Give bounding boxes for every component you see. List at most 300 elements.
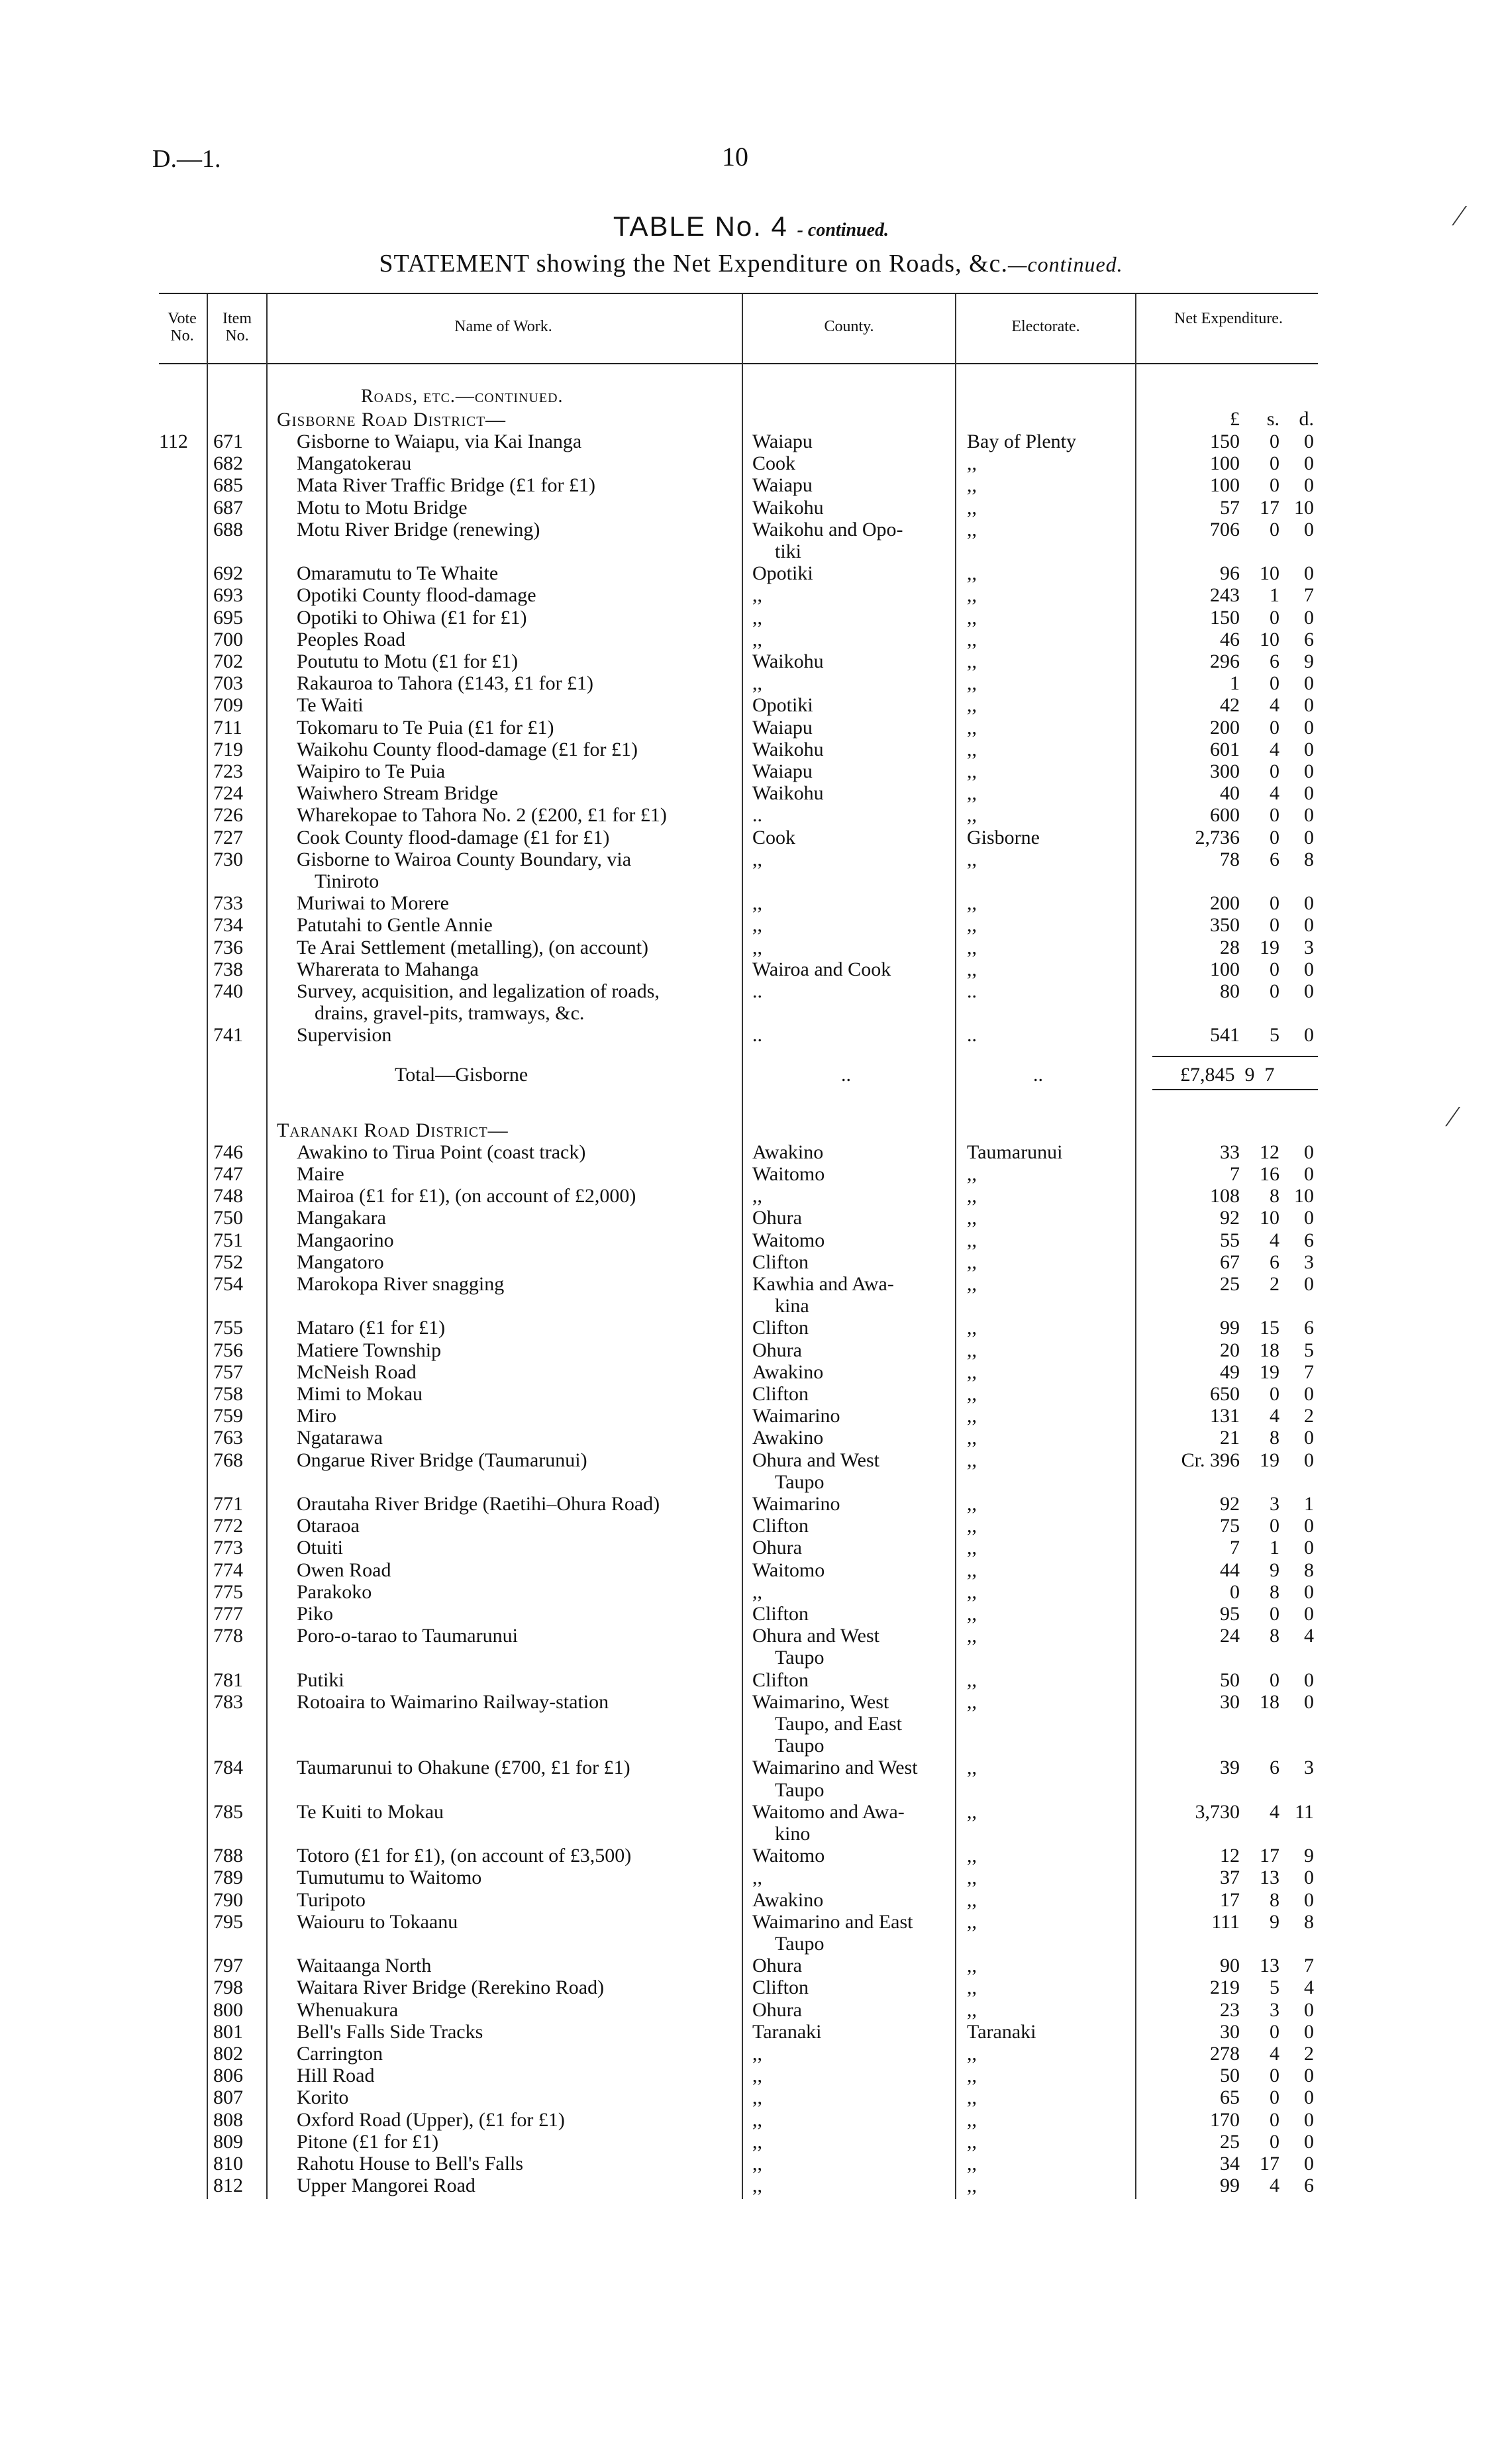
pounds: 57: [1220, 496, 1240, 519]
shillings: 0: [1270, 474, 1279, 497]
table-row: [0, 452, 1502, 474]
total-county: ..: [841, 1063, 851, 1086]
table-row: [0, 2109, 1502, 2131]
table-row: [0, 827, 1502, 848]
pounds: 34: [1220, 2153, 1240, 2175]
table-row: [0, 2153, 1502, 2175]
pounds: 21: [1220, 1427, 1240, 1449]
county: Clifton: [752, 1251, 809, 1273]
county: Opotiki: [752, 694, 813, 717]
table-row: [0, 1163, 1502, 1185]
electorate: ,,: [967, 1603, 977, 1625]
pounds: 33: [1220, 1141, 1240, 1163]
table-row: [0, 1515, 1502, 1537]
pounds: 17: [1220, 1888, 1240, 1911]
work-name: Waiwhero Stream Bridge: [297, 782, 499, 805]
item-number: 783: [213, 1690, 243, 1713]
pounds: 131: [1210, 1405, 1240, 1427]
item-number: 802: [213, 2043, 243, 2065]
item-number: 687: [213, 496, 243, 519]
work-name: Waiouru to Tokaanu: [297, 1910, 458, 1933]
shillings: 0: [1270, 1668, 1279, 1691]
work-name: Waitara River Bridge (Rerekino Road): [297, 1976, 605, 1999]
section-gisborne-label: Gisborne Road District—: [277, 409, 507, 431]
shillings: 2: [1270, 1273, 1279, 1295]
pence: 6: [1304, 628, 1314, 650]
table-row: [0, 1427, 1502, 1449]
item-number: 733: [213, 892, 243, 915]
table-row: [0, 2043, 1502, 2065]
county: Waimarino: [752, 1493, 840, 1515]
county: Ohura: [752, 1339, 802, 1361]
col-head-county: County.: [824, 318, 874, 335]
table-row: [0, 1625, 1502, 1647]
pounds: 100: [1210, 452, 1240, 475]
county: Awakino: [752, 1888, 824, 1911]
item-number: 719: [213, 738, 243, 760]
electorate: ,,: [967, 628, 977, 650]
shillings: 3: [1270, 1493, 1279, 1515]
table-row: [0, 629, 1502, 650]
shillings: 8: [1270, 1888, 1279, 1911]
table-row: [0, 562, 1502, 584]
electorate: ..: [967, 980, 977, 1002]
shillings: 5: [1270, 1976, 1279, 1999]
county: ,,: [752, 848, 762, 870]
pence: 0: [1304, 738, 1314, 760]
county: Waikohu: [752, 650, 824, 672]
work-name: Waitaanga North: [297, 1955, 432, 1977]
pence: 0: [1304, 474, 1314, 497]
table-subtitle-main: STATEMENT showing the Net Expenditure on Roads, &c.: [379, 250, 1008, 278]
pence: 8: [1304, 1559, 1314, 1581]
pounds: 278: [1210, 2043, 1240, 2065]
electorate: ,,: [967, 1493, 977, 1515]
shillings: 17: [1260, 1845, 1279, 1867]
county-continued: tiki: [775, 540, 802, 562]
electorate: ,,: [967, 716, 977, 739]
county: ,,: [752, 936, 762, 958]
pence: 0: [1304, 562, 1314, 585]
item-number: 798: [213, 1976, 243, 1999]
table-row: [0, 2175, 1502, 2196]
work-name: Tumutumu to Waitomo: [297, 1867, 482, 1889]
county-continuation: [0, 540, 1502, 562]
county: Ohura and West: [752, 1625, 879, 1647]
document-reference: D.—1.: [152, 145, 221, 173]
county: Clifton: [752, 1383, 809, 1405]
pence: 11: [1295, 1800, 1314, 1823]
table-row: [0, 2065, 1502, 2086]
item-number: 692: [213, 562, 243, 585]
shillings: 0: [1270, 2020, 1279, 2043]
pence: 7: [1304, 1955, 1314, 1977]
county: ,,: [752, 628, 762, 650]
electorate: ,,: [967, 606, 977, 629]
pounds: 150: [1210, 431, 1240, 452]
pence: 0: [1304, 2153, 1314, 2175]
pounds: 55: [1220, 1229, 1240, 1251]
electorate: ,,: [967, 1625, 977, 1647]
work-name: Waipiro to Te Puia: [297, 760, 446, 782]
section-taranaki-label: Taranaki Road District—: [277, 1119, 509, 1141]
pounds: 296: [1210, 650, 1240, 672]
pence: 2: [1304, 1405, 1314, 1427]
table-row: [0, 1757, 1502, 1778]
item-number: 797: [213, 1955, 243, 1977]
work-name: Rahotu House to Bell's Falls: [297, 2153, 524, 2175]
shillings: 6: [1270, 1251, 1279, 1273]
pounds: 150: [1210, 606, 1240, 629]
table-row: [0, 694, 1502, 716]
county-continuation: [0, 1713, 1502, 1735]
pounds: 65: [1220, 2086, 1240, 2109]
item-number: 685: [213, 474, 243, 497]
electorate: Taumarunui: [967, 1141, 1063, 1163]
work-name: Totoro (£1 for £1), (on account of £3,500): [297, 1845, 632, 1867]
electorate: ,,: [967, 1339, 977, 1361]
county: ,,: [752, 892, 762, 915]
work-name-continued: drains, gravel-pits, tramways, &c.: [315, 1002, 585, 1025]
table-title-main: TABLE No. 4: [613, 211, 788, 242]
county: ,,: [752, 606, 762, 629]
electorate: Gisborne: [967, 826, 1040, 848]
shillings: 0: [1270, 760, 1279, 782]
electorate: ,,: [967, 1317, 977, 1339]
shillings: 0: [1270, 2065, 1279, 2087]
electorate: ,,: [967, 1383, 977, 1405]
electorate: ,,: [967, 1537, 977, 1559]
electorate: ,,: [967, 650, 977, 672]
pence: 0: [1304, 1141, 1314, 1163]
item-number: 726: [213, 804, 243, 827]
table-row: [0, 1955, 1502, 1976]
item-number: 778: [213, 1625, 243, 1647]
pence: 3: [1304, 936, 1314, 958]
page-number: 10: [722, 142, 748, 172]
table-row: [0, 584, 1502, 606]
pounds: 42: [1220, 694, 1240, 717]
county: Waikohu: [752, 782, 824, 805]
electorate: ,,: [967, 1251, 977, 1273]
item-number: 724: [213, 782, 243, 805]
item-number: 747: [213, 1163, 243, 1185]
county-continued: Taupo: [775, 1470, 825, 1493]
pence: 4: [1304, 1976, 1314, 1999]
electorate: ,,: [967, 672, 977, 695]
shillings: 0: [1270, 2086, 1279, 2109]
pounds: 50: [1220, 1668, 1240, 1691]
table-row: [0, 1911, 1502, 1933]
item-number: 727: [213, 826, 243, 848]
electorate: ,,: [967, 1427, 977, 1449]
shillings: 0: [1270, 1383, 1279, 1405]
electorate: ,,: [967, 474, 977, 497]
pence: 0: [1304, 431, 1314, 452]
county: Waiapu: [752, 474, 813, 497]
work-name: Putiki: [297, 1668, 344, 1691]
item-number: 703: [213, 672, 243, 695]
pence: 0: [1304, 1690, 1314, 1713]
electorate: ,,: [967, 694, 977, 717]
margin-mark: ⁄: [1450, 1100, 1456, 1133]
item-number: 758: [213, 1383, 243, 1405]
shillings-unit: s.: [1266, 408, 1279, 430]
shillings: 4: [1270, 1229, 1279, 1251]
table-row-continuation: [0, 1002, 1502, 1024]
pounds: 40: [1220, 782, 1240, 805]
work-name-continued: Tiniroto: [315, 870, 379, 892]
work-name: Mata River Traffic Bridge (£1 for £1): [297, 474, 596, 497]
electorate: ,,: [967, 1580, 977, 1603]
item-number: 789: [213, 1867, 243, 1889]
county: ,,: [752, 2065, 762, 2087]
work-name: Matiere Township: [297, 1339, 442, 1361]
pence: 0: [1304, 958, 1314, 980]
county: Awakino: [752, 1360, 824, 1383]
pounds: 20: [1220, 1339, 1240, 1361]
county-continued: Taupo: [775, 1647, 825, 1669]
table-row: [0, 1691, 1502, 1713]
shillings: 6: [1270, 1757, 1279, 1779]
vote-number: 112: [159, 431, 188, 452]
shillings: 4: [1270, 2175, 1279, 2197]
pounds: 350: [1210, 914, 1240, 937]
item-number: 740: [213, 980, 243, 1002]
shillings: 0: [1270, 672, 1279, 695]
shillings: 19: [1260, 936, 1279, 958]
pence: 6: [1304, 1229, 1314, 1251]
item-number: 709: [213, 694, 243, 717]
item-number: 700: [213, 628, 243, 650]
shillings: 10: [1260, 1207, 1279, 1229]
pounds: 37: [1220, 1867, 1240, 1889]
work-name: Muriwai to Morere: [297, 892, 449, 915]
item-number: 751: [213, 1229, 243, 1251]
total-label: Total—Gisborne: [395, 1063, 528, 1086]
item-number: 702: [213, 650, 243, 672]
shillings: 19: [1260, 1449, 1279, 1471]
item-number: 795: [213, 1910, 243, 1933]
work-name: Gisborne to Wairoa County Boundary, via: [297, 848, 632, 870]
county: Ohura: [752, 1955, 802, 1977]
pounds: 92: [1220, 1207, 1240, 1229]
electorate: ,,: [967, 958, 977, 980]
county: Waikohu: [752, 496, 824, 519]
county: Taranaki: [752, 2020, 822, 2043]
electorate: ,,: [967, 2130, 977, 2153]
item-number: 693: [213, 584, 243, 607]
pence: 3: [1304, 1251, 1314, 1273]
electorate: ,,: [967, 2065, 977, 2087]
pence: 0: [1304, 1024, 1314, 1047]
electorate: ,,: [967, 2108, 977, 2131]
table-row: [0, 2131, 1502, 2153]
county: ,,: [752, 584, 762, 607]
electorate: ,,: [967, 782, 977, 805]
work-name: Marokopa River snagging: [297, 1273, 505, 1295]
pence: 4: [1304, 1625, 1314, 1647]
electorate: ,,: [967, 1449, 977, 1471]
electorate: ,,: [967, 914, 977, 937]
pence: 0: [1304, 782, 1314, 805]
pence: 10: [1294, 1185, 1314, 1207]
item-number: 734: [213, 914, 243, 937]
electorate: ,,: [967, 936, 977, 958]
county: ,,: [752, 1867, 762, 1889]
county-continuation: [0, 1779, 1502, 1801]
pence: 3: [1304, 1757, 1314, 1779]
work-name: Awakino to Tirua Point (coast track): [297, 1141, 586, 1163]
shillings: 18: [1260, 1339, 1279, 1361]
item-number: 746: [213, 1141, 243, 1163]
work-name: Upper Mangorei Road: [297, 2175, 476, 2197]
electorate: ,,: [967, 738, 977, 760]
work-name: Tokomaru to Te Puia (£1 for £1): [297, 716, 554, 739]
shillings: 12: [1260, 1141, 1279, 1163]
table-row: [0, 1207, 1502, 1229]
work-name: Poututu to Motu (£1 for £1): [297, 650, 519, 672]
county: ,,: [752, 2130, 762, 2153]
work-name: Mangaorino: [297, 1229, 394, 1251]
county: Waitomo and Awa-: [752, 1800, 905, 1823]
pence: 0: [1304, 1580, 1314, 1603]
item-number: 738: [213, 958, 243, 980]
work-name: Pitone (£1 for £1): [297, 2130, 439, 2153]
table-row: [0, 1339, 1502, 1361]
pounds: 44: [1220, 1559, 1240, 1581]
pence: 0: [1304, 914, 1314, 937]
pence: 0: [1304, 2108, 1314, 2131]
work-name: McNeish Road: [297, 1360, 417, 1383]
county: Waiapu: [752, 716, 813, 739]
work-name: Otuiti: [297, 1537, 344, 1559]
county: Kawhia and Awa-: [752, 1273, 894, 1295]
table-row: [0, 1889, 1502, 1911]
county: Awakino: [752, 1427, 824, 1449]
county: ..: [752, 804, 762, 827]
county: Opotiki: [752, 562, 813, 585]
item-number: 810: [213, 2153, 243, 2175]
work-name: Motu to Motu Bridge: [297, 496, 468, 519]
work-name: Motu River Bridge (renewing): [297, 518, 540, 540]
section-roads-label: Roads, etc.—continued.: [361, 386, 564, 407]
pounds: 99: [1220, 1317, 1240, 1339]
margin-mark: ⁄: [1457, 199, 1462, 232]
table-row: [0, 1537, 1502, 1559]
pence: 0: [1304, 518, 1314, 540]
pounds: 92: [1220, 1493, 1240, 1515]
pence: 0: [1304, 2065, 1314, 2087]
pence: 0: [1304, 1537, 1314, 1559]
shillings: 8: [1270, 1580, 1279, 1603]
pence: 7: [1304, 1360, 1314, 1383]
table-row: [0, 1273, 1502, 1295]
work-name: Whenuakura: [297, 1998, 399, 2021]
pounds: 7: [1230, 1163, 1240, 1185]
pence: 0: [1304, 1207, 1314, 1229]
county-continued: Taupo: [775, 1735, 825, 1757]
shillings: 0: [1270, 826, 1279, 848]
electorate: ,,: [967, 1955, 977, 1977]
table-row: [0, 717, 1502, 739]
pounds: 1: [1230, 672, 1240, 695]
col-head-name: Name of Work.: [454, 318, 552, 335]
shillings: 5: [1270, 1024, 1279, 1047]
pence: 0: [1304, 716, 1314, 739]
shillings: 18: [1260, 1690, 1279, 1713]
item-number: 788: [213, 1845, 243, 1867]
pounds: 706: [1210, 518, 1240, 540]
work-name: Mangatokerau: [297, 452, 412, 475]
pounds: 200: [1210, 892, 1240, 915]
table-row: [0, 1185, 1502, 1207]
pounds: 2,736: [1195, 826, 1240, 848]
pounds: 75: [1220, 1515, 1240, 1537]
pounds: 90: [1220, 1955, 1240, 1977]
pounds: 25: [1220, 2130, 1240, 2153]
pounds: 100: [1210, 474, 1240, 497]
work-name: Poro-o-tarao to Taumarunui: [297, 1625, 518, 1647]
shillings: 0: [1270, 452, 1279, 475]
county: Clifton: [752, 1317, 809, 1339]
shillings: 0: [1270, 1515, 1279, 1537]
shillings: 0: [1270, 914, 1279, 937]
county: Waitomo: [752, 1845, 825, 1867]
shillings: 0: [1270, 1603, 1279, 1625]
electorate: ,,: [967, 1229, 977, 1251]
shillings: 0: [1270, 892, 1279, 915]
item-number: 750: [213, 1207, 243, 1229]
pounds: 39: [1220, 1757, 1240, 1779]
item-number: 771: [213, 1493, 243, 1515]
work-name: Gisborne to Waiapu, via Kai Inanga: [297, 431, 582, 452]
pounds: 12: [1220, 1845, 1240, 1867]
pence: 7: [1304, 584, 1314, 607]
county: ,,: [752, 914, 762, 937]
shillings: 1: [1270, 1537, 1279, 1559]
table-row: [0, 1559, 1502, 1581]
pounds: 219: [1210, 1976, 1240, 1999]
pence: 0: [1304, 1888, 1314, 1911]
pence: 0: [1304, 1603, 1314, 1625]
pounds: 50: [1220, 2065, 1240, 2087]
shillings: 0: [1270, 431, 1279, 452]
work-name: Owen Road: [297, 1559, 391, 1581]
county: ..: [752, 980, 762, 1002]
electorate: ,,: [967, 496, 977, 519]
item-number: 774: [213, 1559, 243, 1581]
county: Ohura: [752, 1998, 802, 2021]
pounds: Cr. 396: [1181, 1449, 1240, 1471]
item-number: 757: [213, 1360, 243, 1383]
county: Wairoa and Cook: [752, 958, 891, 980]
item-number: 730: [213, 848, 243, 870]
pence: 0: [1304, 892, 1314, 915]
county: Waimarino, West: [752, 1690, 889, 1713]
work-name: Maire: [297, 1163, 344, 1185]
table-row: [0, 1383, 1502, 1405]
work-name: Omaramutu to Te Whaite: [297, 562, 499, 585]
work-name: Turipoto: [297, 1888, 366, 1911]
shillings: 4: [1270, 694, 1279, 717]
county-continuation: [0, 1295, 1502, 1317]
county: Ohura: [752, 1207, 802, 1229]
work-name: Hill Road: [297, 2065, 375, 2087]
electorate: ,,: [967, 2175, 977, 2197]
work-name: Peoples Road: [297, 628, 406, 650]
item-number: 806: [213, 2065, 243, 2087]
